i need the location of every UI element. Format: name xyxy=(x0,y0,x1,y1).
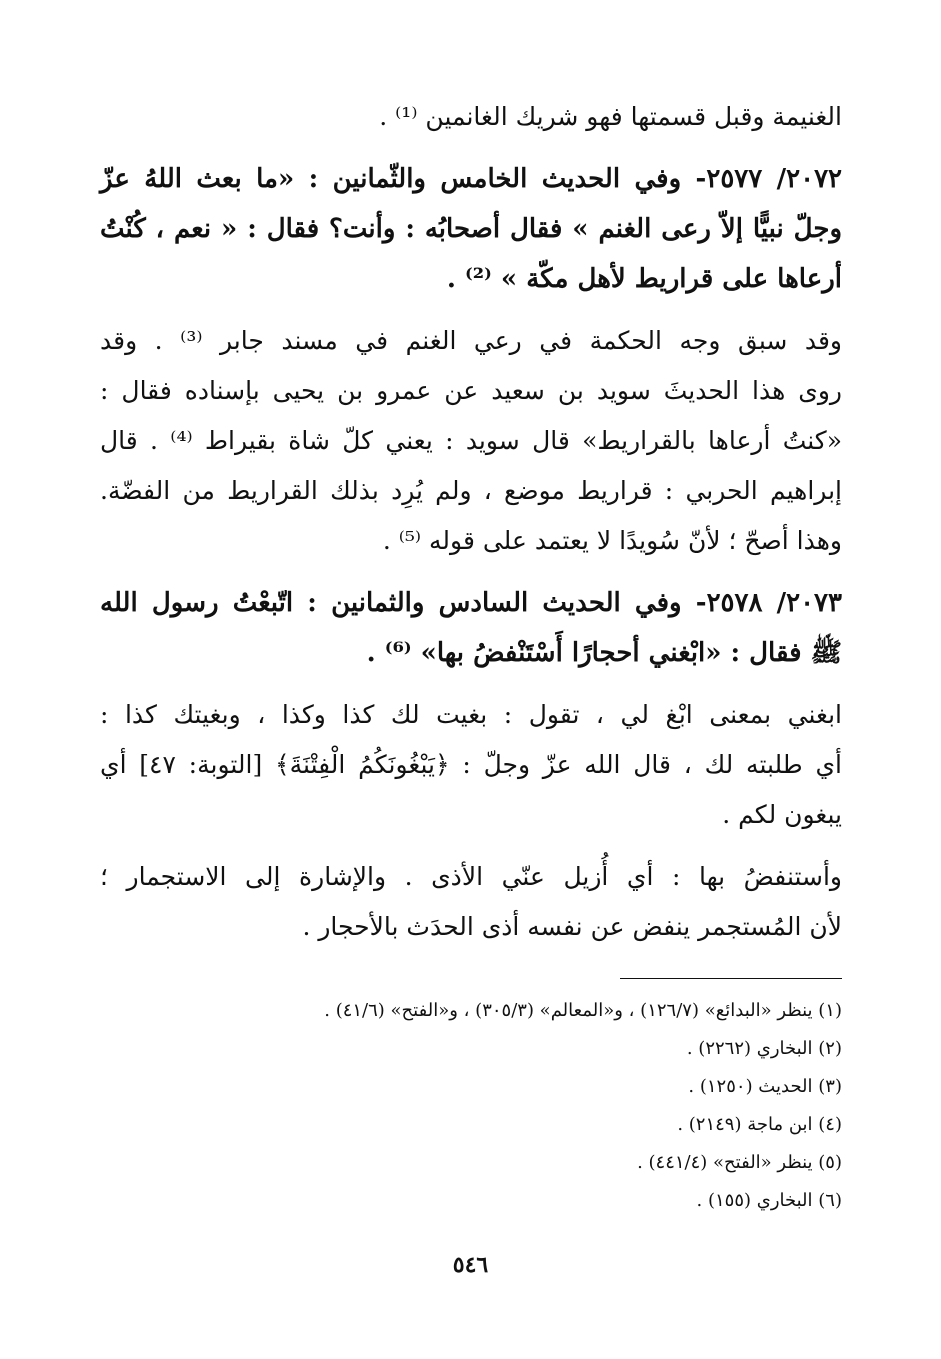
footnote: (٦) البخاري (١٥٥) . xyxy=(696,1190,842,1211)
footnote-separator xyxy=(620,978,842,979)
footnote: (٥) ينظر «الفتح» (٤٤١/٤) . xyxy=(637,1152,842,1173)
footnote: (٢) البخاري (٢٢٦٢) . xyxy=(686,1038,842,1059)
text-line: وقد سبق وجه الحكمة في رعي الغنم في مسند جابر ⁽³⁾ . وقد xyxy=(100,326,842,355)
text-line: «كنتُ أرعاها بالقراريط» قال سويد : يعني كلّ شاة بقيراط ⁽⁴⁾ . قال xyxy=(100,426,843,455)
text-line: ﷺ فقال : «ابْغني أحجارًا أَسْتَنْفضُ بها» ⁽⁶⁾ . xyxy=(366,638,842,668)
text-line: روى هذا الحديثَ سويد بن سعيد عن عمرو بن يحيى بإسناده فقال : xyxy=(100,376,842,405)
main-text xyxy=(100,92,842,952)
footnote: (١) ينظر «البدائع» (١٢٦/٧) ، و«المعالم» (٣٠٥/٣) ، و«الفتح» (٤١/٦) . xyxy=(324,1000,842,1021)
text-line: وجلّ نبيًّا إلاّ رعى الغنم » فقال أصحابُه : وأنت؟ فقال : « نعم ، كُنْتُ xyxy=(100,214,842,244)
text-line: وهذا أصحّ ؛ لأنّ سُويدًا لا يعتمد على قوله ⁽⁵⁾ . xyxy=(382,526,842,555)
footnotes xyxy=(100,992,842,1220)
text-line: يبغون لكم . xyxy=(722,800,842,829)
text-line: إبراهيم الحربي : قراريط موضع ، ولم يُرِد بذلك القراريط من الفضّة. xyxy=(100,476,842,505)
text-line: وأستنفضُ بها : أي أُزيل عنّي الأذى . والإشارة إلى الاستجمار ؛ xyxy=(100,862,842,891)
text-line: الغنيمة وقبل قسمتها فهو شريك الغانمين ⁽¹⁾ . xyxy=(379,102,842,131)
text-line: ابغني بمعنى ابْغ لي ، تقول : بغيت لك كذا وكذا ، وبغيتك كذا : xyxy=(100,700,842,729)
text-line: لأن المُستجمر ينفض عن نفسه أذى الحدَث بالأحجار . xyxy=(302,912,842,941)
footnote: (٣) الحديث (١٢٥٠) . xyxy=(688,1076,842,1097)
text-line: ٢٠٧٢/ ٢٥٧٧- وفي الحديث الخامس والثّمانين : «ما بعث اللهُ عزّ xyxy=(100,164,842,194)
text-line: ٢٠٧٣/ ٢٥٧٨- وفي الحديث السادس والثمانين : اتّبعْتُ رسول الله xyxy=(100,588,842,618)
page-number: ٥٤٦ xyxy=(452,1252,489,1278)
text-line: أي طلبته لك ، قال الله عزّ وجلّ : ﴿يَبْغُونَكُمُ الْفِتْنَةَ﴾ [التوبة: ٤٧] أي xyxy=(100,750,842,779)
text-line: أرعاها على قراريط لأهل مكّة » ⁽²⁾ . xyxy=(446,264,842,294)
footnote: (٤) ابن ماجة (٢١٤٩) . xyxy=(677,1114,842,1135)
